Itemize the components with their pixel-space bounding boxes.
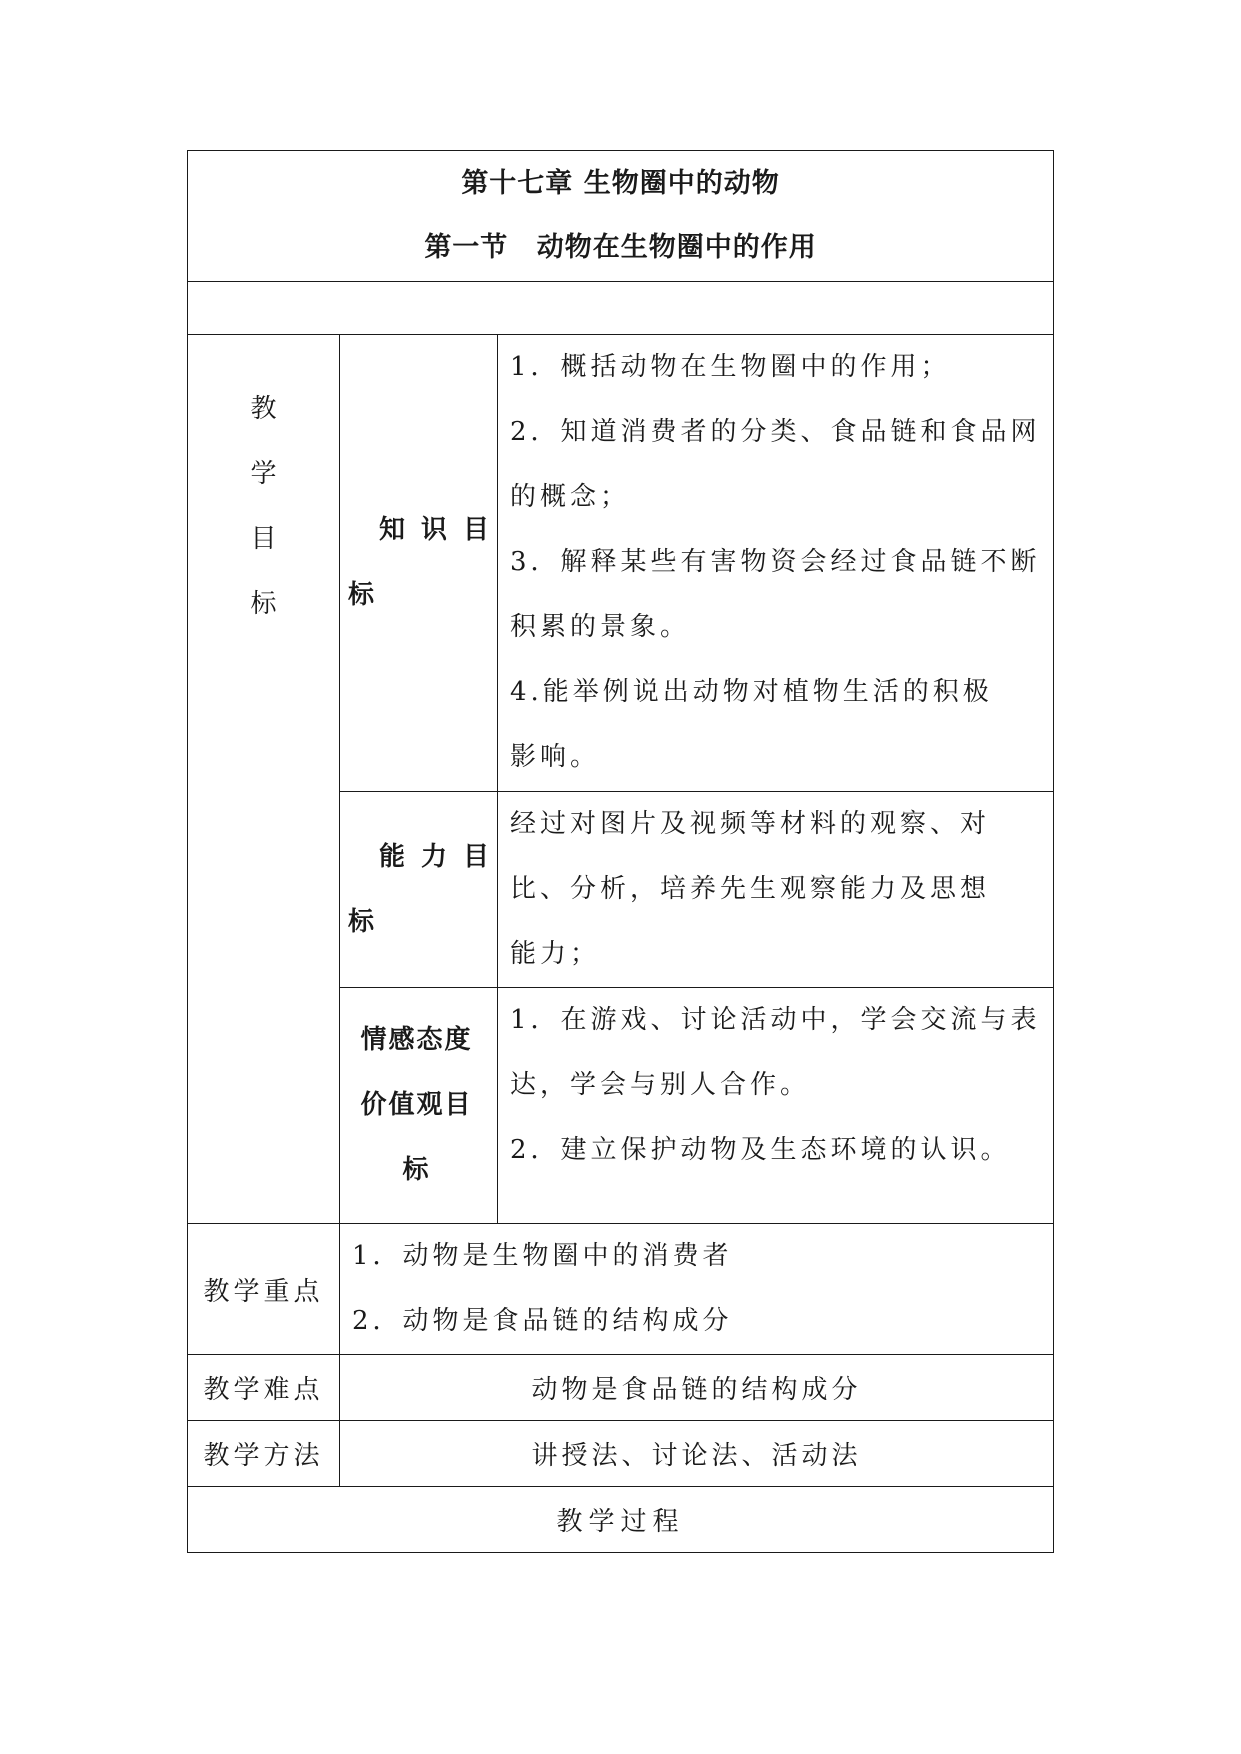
key-point-item: 2．动物是食品链的结构成分 xyxy=(352,1306,733,1336)
emotion-item: 2．建立保护动物及生态环境的认识。 xyxy=(510,1135,1011,1165)
title-row xyxy=(188,151,1054,282)
ability-item: 能力； xyxy=(510,939,601,969)
process-row xyxy=(188,1487,1054,1553)
ability-objective-content xyxy=(498,792,1054,988)
blank-cell xyxy=(188,282,1054,335)
knowledge-item: 4.能举例说出动物对植物生活的积极 xyxy=(510,677,993,707)
knowledge-item: 1．概括动物在生物圈中的作用； xyxy=(510,352,951,382)
ability-item: 经过对图片及视频等材料的观察、对 xyxy=(510,809,991,839)
key-points-content xyxy=(340,1224,1054,1355)
knowledge-item: 影响。 xyxy=(510,742,601,772)
section-title: 第一节 动物在生物圈中的作用 xyxy=(424,232,817,263)
difficulty-label: 教学难点 xyxy=(188,1355,340,1421)
knowledge-objective-row xyxy=(188,335,1054,792)
key-point-item: 1．动物是生物圈中的消费者 xyxy=(352,1241,733,1271)
title-cell xyxy=(188,151,1054,282)
difficulty-value: 动物是食品链的结构成分 xyxy=(340,1355,1054,1421)
knowledge-item: 的概念； xyxy=(510,482,631,512)
knowledge-item: 2．知道消费者的分类、食品链和食品网 xyxy=(510,417,1041,447)
ability-item: 比、分析，培养先生观察能力及思想 xyxy=(510,874,991,904)
process-label: 教学过程 xyxy=(188,1487,1054,1553)
knowledge-objective-label: 知识目 标 xyxy=(340,335,498,792)
ability-objective-label: 能力目 标 xyxy=(340,792,498,988)
emotion-item: 达，学会与别人合作。 xyxy=(510,1070,811,1100)
objectives-label-char: 目 xyxy=(250,524,277,554)
objectives-label-char: 标 xyxy=(250,589,277,619)
key-points-row xyxy=(188,1224,1054,1355)
emotion-objective-content xyxy=(498,988,1054,1224)
blank-row xyxy=(188,282,1054,335)
lesson-plan-table xyxy=(187,150,1054,1553)
objectives-label-char: 教 xyxy=(250,394,277,424)
objectives-label-char: 学 xyxy=(250,459,277,489)
key-points-label: 教学重点 xyxy=(188,1224,340,1355)
difficulty-row xyxy=(188,1355,1054,1421)
chapter-title: 第十七章 生物圈中的动物 xyxy=(461,168,780,199)
emotion-item: 1．在游戏、讨论活动中，学会交流与表 xyxy=(510,1005,1041,1035)
method-label: 教学方法 xyxy=(188,1421,340,1487)
knowledge-item: 积累的景象。 xyxy=(510,612,691,642)
method-value: 讲授法、讨论法、活动法 xyxy=(340,1421,1054,1487)
knowledge-item: 3．解释某些有害物资会经过食品链不断 xyxy=(510,547,1041,577)
knowledge-objective-content xyxy=(498,335,1054,792)
objectives-label xyxy=(188,335,340,1224)
emotion-objective-label: 情感态度 价值观目 标 xyxy=(340,988,498,1224)
method-row xyxy=(188,1421,1054,1487)
